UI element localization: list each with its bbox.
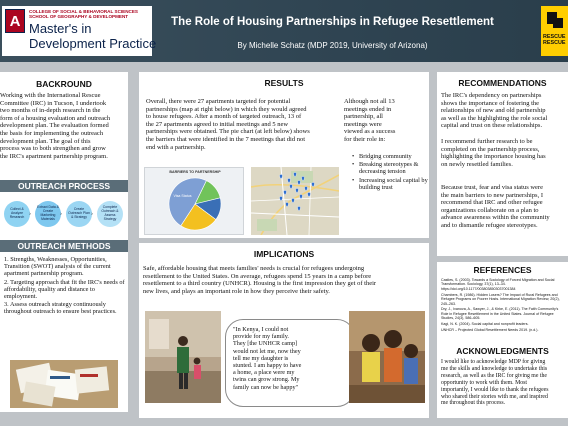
process-arrow-icon: ›	[29, 211, 31, 217]
results-line: end with a partnership.	[146, 143, 206, 151]
map-svg	[251, 167, 339, 235]
recommendation-line: as well as the highlighting the role social	[441, 114, 548, 122]
implications-line: Safe, affordable housing that meets families' needs is crucial for refugees undergoing	[143, 265, 365, 272]
pie-chart-svg	[145, 174, 245, 236]
results-line: to house refugees. After a month of targeted outreach, 13 of	[146, 113, 302, 121]
refugee-children-photo	[349, 311, 425, 403]
acknowledgments-text	[441, 359, 568, 407]
implications-line: resettlement to a third country (UNHCR). Housing is the first impression they get of their	[143, 280, 377, 288]
results-line: partnerships (map at right below) in which they would agreed	[146, 105, 307, 113]
results-line: Overall, there were 27 apartments targeted for potential	[146, 98, 291, 105]
background-line: Committee (IRC) in Tucson, I undertook	[0, 99, 107, 107]
recommendation-line: highlighting the importance housing has	[441, 153, 546, 161]
refugee-family-photo	[145, 311, 221, 403]
process-step-circle: Collect & Analyze Research	[4, 201, 30, 227]
results-side-line: meetings ended in	[344, 105, 392, 113]
results-line: the 27 apartments agreed to initial meetings and 5 new	[146, 120, 289, 128]
results-bullet-item: • Breaking stereotypes & decreasing tension	[352, 161, 428, 175]
university-logo-icon: A	[5, 9, 25, 33]
outreach-process-diagram	[0, 197, 128, 237]
outreach-methods-heading: OUTREACH METHODS	[0, 240, 128, 252]
recommendations-paragraph-1	[441, 92, 568, 130]
acknowledgment-line: research, as well as the IRC for giving me the	[441, 372, 547, 379]
pie-chart-title: BARRIERS TO PARTNERSHIP	[169, 170, 221, 174]
results-side-line: for their role in:	[344, 135, 386, 143]
irc-logo: RESCUE RESCUE	[541, 6, 568, 56]
recommendations-heading: RECOMMENDATIONS	[458, 78, 547, 88]
quote-line: tell me my daughter is	[233, 354, 289, 362]
recommendation-line: recommend that IRC and other refugee	[441, 199, 543, 207]
reference-item: Dry, J., Ivanova, A., Sawyer, J., & Kirke, E. (2011). The Faith Community's Role in Refugee Resettlement in the United States. Journal of Refugee Studies, 24(3), 586–605.	[441, 307, 559, 321]
background-line: the IRC's apartment partnership program.	[0, 152, 108, 160]
children-photo-icon	[349, 311, 425, 403]
marketing-materials-photo	[10, 360, 118, 408]
quote-line: would not let me, now they	[233, 347, 301, 355]
family-photo-icon	[145, 311, 221, 403]
results-bullet-item: • Bridging community	[352, 153, 428, 160]
quote-line: They [the UNHCR camp]	[233, 340, 298, 348]
results-side-line: meetings were	[344, 120, 382, 128]
references-list	[441, 278, 566, 334]
recommendation-line: I recommend further research to be	[441, 138, 533, 145]
quote-line: family can now be happy"	[233, 383, 299, 391]
background-line: development plan. The evaluation formed	[0, 122, 109, 130]
outreach-method-item: 2. Targeting approach that fit the IRC's needs of affordability, quality and distance to employment.	[4, 278, 125, 301]
outreach-process-heading: OUTREACH PROCESS	[0, 180, 128, 192]
results-line: partnerships were obtained. The pie chart (at left below) shows	[146, 128, 310, 136]
quote-line: twins can grow strong. My	[233, 376, 300, 384]
results-heading: RESULTS	[264, 78, 304, 88]
results-line: the barriers that were identified in the 7 meetings that did not	[146, 135, 306, 143]
recommendation-line: shows the importance of fostering the	[441, 99, 540, 107]
acknowledgment-line: me throughout this process.	[441, 400, 506, 407]
background-line: form of a housing evaluation and outreach	[0, 114, 111, 122]
recommendation-line: advance awareness within the community	[441, 214, 550, 222]
outreach-method-item: 1. Strengths, Weaknesses, Opportunities, Transition (SWOT) analysis of the current apartment partnership program.	[4, 256, 111, 278]
program-logo	[2, 6, 157, 56]
results-side-line: Although not all 13	[344, 98, 395, 105]
recommendations-panel	[437, 72, 568, 256]
quote-line: provide for my family.	[233, 333, 289, 341]
results-side-line: partnership, all	[344, 113, 383, 121]
results-bullets	[352, 153, 428, 192]
reference-item: UNHCR – Projected Global Resettlement Needs 2019. (n.d.).	[441, 328, 539, 333]
background-line: the basis for implementing the outreach	[0, 129, 104, 137]
background-text	[0, 92, 128, 160]
recommendation-line: the main barriers to new partnerships, I	[441, 191, 543, 199]
background-line: process was to both strengthen and grow	[0, 145, 106, 153]
recommendation-line: relationships of new and old partnership	[441, 107, 546, 115]
process-step-circle: Complete Outreach & Assess Strategy	[97, 201, 123, 227]
background-line: two months of in-depth research in the	[0, 107, 101, 115]
acknowledgment-line: importantly, I would like to thank the refugees	[441, 386, 549, 393]
recommendations-paragraph-2	[441, 138, 568, 168]
results-side-text	[344, 98, 428, 144]
recommendation-line: capital and trust on these relationships.	[441, 122, 543, 130]
recommendation-line: The IRC's dependency on partnerships	[441, 92, 542, 99]
recommendations-paragraph-3	[441, 184, 568, 230]
barriers-pie-chart	[144, 167, 244, 235]
reference-item: Kagi, N. K. (2004). Social capital and nonprofit leaders.	[441, 322, 529, 327]
implications-panel	[139, 243, 429, 418]
pie-slice-label: Visa Status	[173, 193, 192, 198]
results-panel	[139, 72, 429, 238]
recommendation-line: Because trust, fear and visa status were	[441, 184, 543, 191]
quote-line: stunted. I am happy to have	[233, 362, 302, 370]
quote-line: a home, a place were my	[233, 369, 295, 377]
implications-line: resettlement to the United States. On average, refugees spend 15 years in a camp before	[143, 272, 372, 280]
poster-title: The Role of Housing Partnerships in Refugee Resettlement	[171, 16, 494, 28]
quote-line: "In Kenya, I could not	[233, 326, 289, 333]
process-step-circle: Extract Data & Create Marketing Materials	[35, 201, 61, 227]
recommendation-line: organizations collaborate on a plan to	[441, 206, 539, 214]
results-side-line: viewed as a success	[344, 128, 396, 136]
references-panel	[437, 262, 568, 418]
recommendation-line: and to dismantle refugee stereotypes.	[441, 221, 538, 229]
process-arrow-icon: ›	[60, 211, 62, 217]
reference-item: Chambers, R. (1986). Hidden Losers? The Impact of Rural Refugees and Refugee Programs on Poorer Hosts. International Migration Review, 20(2), 245–263.	[441, 292, 560, 306]
outreach-methods-list	[4, 256, 126, 317]
poster-byline: By Michelle Schatz (MDP 2019, University of Arizona)	[237, 41, 428, 50]
partnership-map	[251, 167, 339, 235]
references-heading: REFERENCES	[473, 265, 532, 275]
acknowledgment-line: I would like to acknowledge MDP for giving	[441, 359, 546, 365]
background-line: Working with the International Rescue	[0, 92, 101, 99]
acknowledgment-line: me the skills and knowledge to undertake this	[441, 365, 548, 372]
background-line: development plan. The goal of this	[0, 137, 91, 145]
poster-header	[0, 0, 568, 62]
results-bullet-item: • Increasing social capital by building trust	[352, 177, 428, 191]
refugee-quote	[225, 319, 355, 407]
recommendation-line: completed on the partnership process,	[441, 145, 540, 153]
acknowledgments-heading: ACKNOWLEDGMENTS	[456, 346, 549, 356]
process-arrow-icon: ›	[91, 211, 93, 217]
college-name: COLLEGE OF SOCIAL & BEHAVIORAL SCIENCES SCHOOL OF GEOGRAPHY & DEVELOPMENT	[29, 9, 138, 20]
background-heading: BACKROUND	[36, 79, 92, 89]
left-column	[0, 72, 128, 412]
implications-line: new lives, and plays an important role in how they perceive their safety.	[143, 287, 330, 295]
irc-logo-mark-icon-2	[553, 18, 563, 28]
process-step-circle: Create Outreach Plan & Strategy	[66, 201, 92, 227]
reference-item: Castles, S. (2003). Towards a Sociology of Forced Migration and Social Transformation. Sociology, 37(1), 13–34. https://doi.org/10.1177/0038038503037001384	[441, 278, 555, 291]
program-name: Master's in Development Practice	[29, 21, 157, 51]
acknowledgment-line: who shared their stories with me, and inspired	[441, 393, 548, 400]
implications-text	[143, 265, 427, 295]
implications-heading: IMPLICATIONS	[253, 249, 315, 259]
brochures-image-icon	[10, 360, 118, 408]
results-text	[146, 98, 336, 151]
outreach-method-item: 3. Assess outreach strategy continuously throughout outreach to ensure best practices.	[4, 301, 117, 316]
acknowledgment-line: opportunity to work with them. Most	[441, 379, 527, 386]
recommendation-line: on newly resettled families.	[441, 160, 513, 168]
